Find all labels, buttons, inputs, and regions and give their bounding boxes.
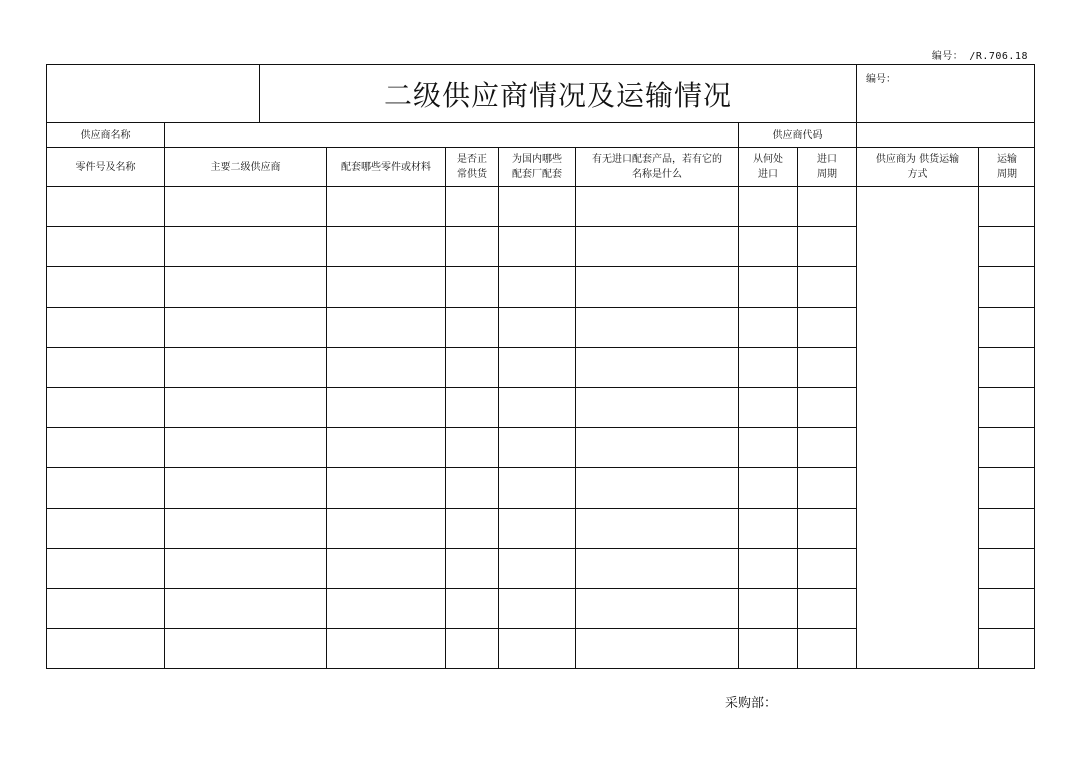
column-divider-4 xyxy=(498,147,499,668)
supplier-row-divider xyxy=(47,147,1034,148)
supplier-row-divider-2 xyxy=(738,122,739,147)
column-header-normal-supply: 是否正 常供货 xyxy=(457,154,487,180)
row-divider-right-5 xyxy=(978,387,1034,388)
row-divider-right-10 xyxy=(978,588,1034,589)
column-header-transport-method: 供应商为 供货运输 方式 xyxy=(875,154,960,180)
supplier-code-field[interactable] xyxy=(857,123,1035,147)
column-divider-5 xyxy=(575,147,576,668)
row-divider-9 xyxy=(47,548,857,549)
column-header-parts-materials: 配套哪些零件或材料 xyxy=(341,161,431,173)
row-divider-4 xyxy=(47,347,857,348)
row-divider-5 xyxy=(47,387,857,388)
row-divider-right-4 xyxy=(978,347,1034,348)
column-divider-6 xyxy=(738,147,739,668)
title-row-divider xyxy=(47,122,1034,123)
row-divider-right-6 xyxy=(978,427,1034,428)
title-left-divider xyxy=(259,65,260,122)
row-divider-6 xyxy=(47,427,857,428)
column-divider-1 xyxy=(164,147,165,668)
document-code xyxy=(932,47,1028,62)
row-divider-right-7 xyxy=(978,467,1034,468)
supplier-code-label: 供应商代码 xyxy=(772,129,823,141)
column-divider-3 xyxy=(445,147,446,668)
column-divider-8 xyxy=(856,147,857,668)
column-header-secondary-supplier: 主要二级供应商 xyxy=(210,161,281,173)
column-header-import-cycle: 进口 周期 xyxy=(817,154,837,180)
column-divider-9 xyxy=(978,147,979,668)
row-divider-right-9 xyxy=(978,548,1034,549)
form-title: 二级供应商情况及运输情况 xyxy=(383,78,732,112)
column-header-import-origin: 从何处 进口 xyxy=(753,154,783,180)
row-divider-2 xyxy=(47,266,857,267)
purchasing-department-signature: 采购部： xyxy=(725,696,778,711)
document-code-label: 编号： xyxy=(931,51,964,62)
column-header-domestic-oem: 为国内哪些 配套厂配套 xyxy=(512,154,562,180)
column-header-transport-cycle: 运输 周期 xyxy=(997,154,1017,180)
supplier-form-table xyxy=(46,64,1035,669)
row-divider-11 xyxy=(47,628,857,629)
row-divider-10 xyxy=(47,588,857,589)
column-header-imported-parts: 有无进口配套产品，若有它的 名称是什么 xyxy=(592,154,722,180)
row-divider-right-8 xyxy=(978,508,1034,509)
row-divider-3 xyxy=(47,307,857,308)
document-code-value: /R.706.18 xyxy=(969,51,1028,62)
row-divider-right-2 xyxy=(978,266,1034,267)
supplier-name-field[interactable] xyxy=(165,123,738,147)
column-divider-7 xyxy=(797,147,798,668)
column-header-divider xyxy=(47,186,1034,187)
row-divider-right-3 xyxy=(978,307,1034,308)
serial-number-label: 编号： xyxy=(866,74,896,85)
row-divider-1 xyxy=(47,226,857,227)
row-divider-right-11 xyxy=(978,628,1034,629)
column-header-part-number: 零件号及名称 xyxy=(75,161,136,173)
title-right-divider xyxy=(856,65,857,147)
row-divider-right-1 xyxy=(978,226,1034,227)
column-divider-2 xyxy=(326,147,327,668)
row-divider-8 xyxy=(47,508,857,509)
supplier-row-divider-1 xyxy=(164,122,165,147)
supplier-name-label: 供应商名称 xyxy=(80,129,131,141)
row-divider-7 xyxy=(47,467,857,468)
